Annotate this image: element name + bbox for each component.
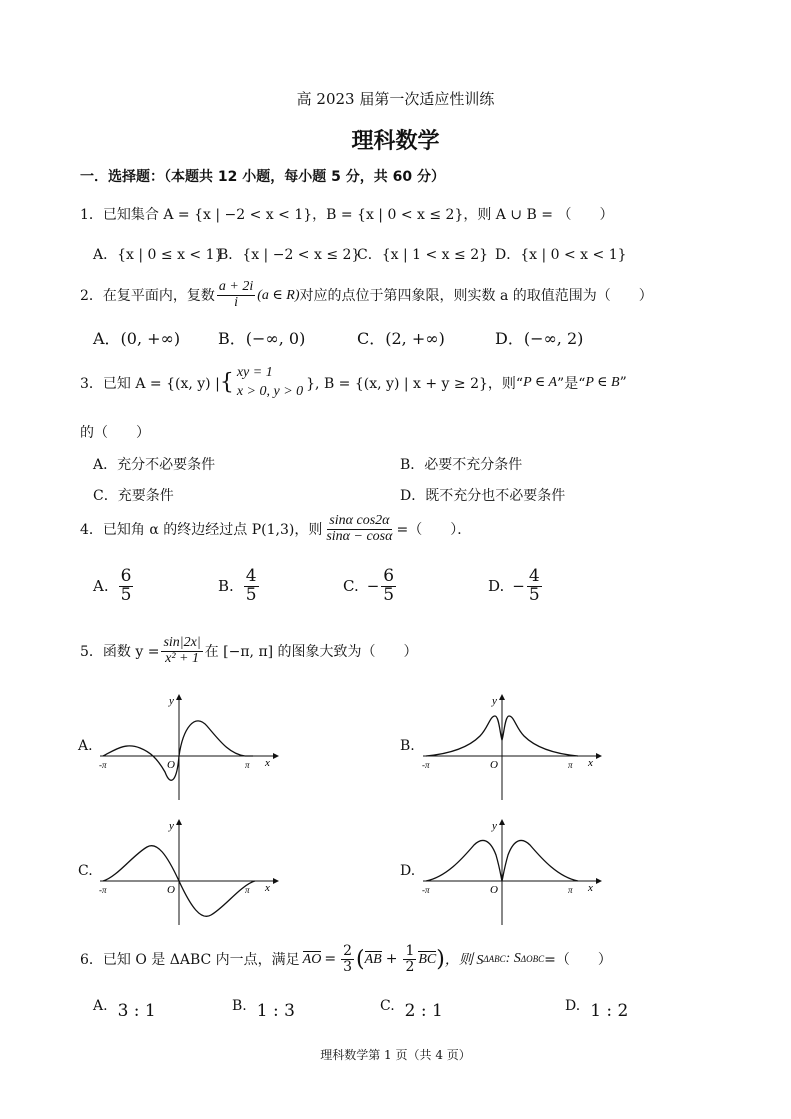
q3-system-line2: x > 0, y > 0 bbox=[236, 383, 304, 399]
graph-a-y-label: y bbox=[169, 695, 174, 707]
q2-option-c: C．(2, +∞) bbox=[357, 329, 445, 348]
q3-option-d: D．既不充分也不必要条件 bbox=[400, 488, 566, 504]
q2-option-a: A．(0, +∞) bbox=[93, 329, 181, 348]
q6-sub2: ΔOBC bbox=[520, 954, 545, 965]
q4-pre: 4．已知角 α 的终边经过点 P(1,3)，则 bbox=[80, 522, 323, 539]
q6-option-b-value: 1 : 3 bbox=[256, 1001, 295, 1021]
graph-c-origin: O bbox=[167, 884, 175, 896]
q5-post: 在 [−π, π] 的图象大致为（ ） bbox=[204, 644, 418, 661]
q2-pre: 2．在复平面内，复数 bbox=[80, 288, 215, 305]
question-5-stem bbox=[80, 636, 418, 666]
graph-c-x-label: x bbox=[265, 882, 270, 894]
q3-system-brace: { bbox=[219, 370, 234, 396]
q4-option-c-frac bbox=[381, 568, 396, 605]
q3-option-c: C．充要条件 bbox=[93, 488, 174, 504]
q4-option-b-num: 4 bbox=[245, 566, 257, 586]
graph-b-y-label: y bbox=[492, 695, 497, 707]
graph-d-neg-pi: -π bbox=[422, 885, 430, 895]
q5-fraction bbox=[161, 636, 202, 666]
q1-option-c: C．{x | 1 < x ≤ 2} bbox=[357, 247, 489, 263]
q4-fraction bbox=[324, 514, 394, 544]
q3-cond1: P ∈ A bbox=[523, 375, 558, 391]
q6-pre: 6．已知 O 是 ΔABC 内一点，满足 bbox=[80, 952, 300, 969]
q6-inner-num: 1 bbox=[405, 943, 415, 959]
q4-option-c-sign: − bbox=[366, 577, 380, 596]
q6-sub1: ΔABC bbox=[483, 954, 506, 965]
q6-frac-den: 3 bbox=[343, 958, 352, 975]
q4-option-b bbox=[218, 568, 261, 605]
question-6-stem bbox=[80, 944, 612, 974]
q3-cond2: P ∈ B bbox=[585, 375, 620, 391]
q6-vec-ao: AO bbox=[302, 951, 322, 967]
q6-option-d bbox=[565, 998, 628, 1021]
question-1-stem: 1．已知集合 A = {x | −2 < x < 1}，B = {x | 0 < x ≤ 2}，则 A ∪ B = （ ） bbox=[80, 207, 614, 223]
q6-option-c bbox=[380, 998, 443, 1021]
graph-b bbox=[418, 690, 608, 809]
graph-b-neg-pi: -π bbox=[422, 760, 430, 770]
q5-frac-den: x² + 1 bbox=[165, 650, 199, 666]
q6-option-a-value: 3 : 1 bbox=[117, 1001, 156, 1021]
q6-equals: = bbox=[324, 951, 337, 968]
q3-continuation: 的（ ） bbox=[80, 425, 150, 441]
q3-mid: }, B = {(x, y) | x + y ≥ 2}，则“ bbox=[306, 375, 524, 392]
q6-inner-frac bbox=[403, 944, 416, 974]
question-2-stem bbox=[80, 280, 653, 310]
q4-option-c-num: 6 bbox=[383, 566, 395, 586]
q1-option-b: B．{x | −2 < x ≤ 2} bbox=[218, 247, 361, 263]
q6-close-paren: ) bbox=[436, 946, 445, 972]
q4-option-c bbox=[343, 568, 398, 605]
q4-option-d-frac bbox=[527, 568, 542, 605]
graph-a-origin: O bbox=[167, 759, 175, 771]
graph-c-pos-pi: π bbox=[245, 885, 250, 895]
q6-open-paren: ( bbox=[356, 946, 365, 972]
q5-pre: 5．函数 y = bbox=[80, 644, 160, 661]
q2-option-b: B．(−∞, 0) bbox=[218, 329, 306, 348]
q2-option-d: D．(−∞, 2) bbox=[495, 329, 584, 348]
q2-post: 对应的点位于第四象限，则实数 a 的取值范围为（ ） bbox=[299, 288, 653, 305]
q4-option-c-label: C. bbox=[343, 577, 359, 596]
q6-colon: : S bbox=[505, 951, 521, 967]
q3-mid2: ”是“ bbox=[557, 375, 586, 392]
graph-a-neg-pi: -π bbox=[99, 760, 107, 770]
q6-post: ，则 S bbox=[444, 953, 484, 969]
q6-option-d-label: D. bbox=[565, 998, 581, 1014]
q6-end: =（ ） bbox=[544, 952, 612, 969]
graph-c-y-label: y bbox=[169, 820, 174, 832]
subject-title: 理科数学 bbox=[351, 128, 440, 154]
page-footer: 理科数学第 1 页（共 4 页） bbox=[320, 1048, 471, 1062]
q5-frac-num: sin|2x| bbox=[163, 635, 201, 650]
graph-b-origin: O bbox=[490, 759, 498, 771]
q6-option-a bbox=[93, 998, 156, 1021]
q4-option-a bbox=[93, 568, 135, 605]
q6-vec-bc: BC bbox=[418, 951, 437, 967]
q6-option-b-label: B. bbox=[232, 998, 247, 1014]
q4-option-b-frac bbox=[244, 568, 259, 605]
q1-option-a: A．{x | 0 ≤ x < 1} bbox=[93, 247, 224, 263]
graph-a-label: A. bbox=[78, 738, 93, 754]
q3-system-line1: xy = 1 bbox=[236, 365, 273, 380]
q4-option-b-label: B. bbox=[218, 577, 234, 596]
q6-option-c-label: C. bbox=[380, 998, 395, 1014]
graph-b-label: B. bbox=[400, 738, 415, 754]
graph-d bbox=[418, 815, 608, 934]
q4-frac-den: sinα − cosα bbox=[326, 528, 393, 544]
q6-option-d-value: 1 : 2 bbox=[590, 1001, 629, 1021]
q2-condition: (a ∈ R) bbox=[257, 287, 300, 303]
q4-frac-num: sinα cos2α bbox=[329, 513, 390, 528]
q2-fraction bbox=[217, 280, 255, 310]
graph-a-pos-pi: π bbox=[245, 760, 250, 770]
q4-option-d-label: D. bbox=[488, 577, 505, 596]
graph-b-pos-pi: π bbox=[568, 760, 573, 770]
q4-option-d-den: 5 bbox=[528, 584, 540, 605]
q4-option-d-num: 4 bbox=[528, 566, 540, 586]
graph-d-x-label: x bbox=[588, 882, 593, 894]
q4-option-a-num: 6 bbox=[120, 566, 132, 586]
q6-option-a-label: A. bbox=[93, 998, 108, 1014]
q4-option-d bbox=[488, 568, 544, 605]
q3-pre: 3．已知 A = {(x, y) | bbox=[80, 375, 220, 392]
q3-option-a: A．充分不必要条件 bbox=[93, 457, 216, 473]
q3-end: ” bbox=[619, 374, 627, 391]
q4-option-a-frac bbox=[119, 568, 134, 605]
graph-d-pos-pi: π bbox=[568, 885, 573, 895]
q2-frac-den: i bbox=[234, 294, 239, 310]
q4-option-a-label: A. bbox=[93, 577, 109, 596]
graph-c-neg-pi: -π bbox=[99, 885, 107, 895]
graph-a bbox=[95, 690, 285, 809]
q4-option-a-den: 5 bbox=[120, 584, 132, 605]
q3-system bbox=[237, 364, 303, 402]
question-4-stem bbox=[80, 514, 471, 544]
graph-d-label: D. bbox=[400, 863, 416, 879]
q6-vec-ab: AB bbox=[364, 951, 382, 967]
question-3-stem bbox=[80, 364, 627, 402]
q6-plus: + bbox=[385, 951, 398, 968]
graph-c-label: C. bbox=[78, 863, 93, 879]
q6-inner-den: 2 bbox=[405, 958, 415, 975]
q4-option-b-den: 5 bbox=[245, 584, 257, 605]
graph-d-origin: O bbox=[490, 884, 498, 896]
q2-frac-num: a + 2i bbox=[218, 279, 254, 294]
q4-post: =（ ）． bbox=[396, 522, 472, 539]
graph-d-y-label: y bbox=[492, 820, 497, 832]
q4-option-c-den: 5 bbox=[383, 584, 395, 605]
graph-b-x-label: x bbox=[588, 757, 593, 769]
q6-option-c-value: 2 : 1 bbox=[404, 1001, 443, 1021]
q6-option-b bbox=[232, 998, 295, 1021]
q4-option-d-sign: − bbox=[512, 577, 525, 596]
q6-frac bbox=[341, 944, 354, 974]
exam-header: 高 2023 届第一次适应性训练 bbox=[296, 90, 495, 108]
q6-frac-num: 2 bbox=[343, 943, 352, 959]
graph-a-x-label: x bbox=[265, 757, 270, 769]
q1-option-d: D．{x | 0 < x < 1} bbox=[495, 247, 627, 263]
graph-c bbox=[95, 815, 285, 934]
section-heading: 一．选择题：（本题共 12 小题，每小题 5 分，共 60 分） bbox=[80, 169, 445, 185]
q3-option-b: B．必要不充分条件 bbox=[400, 457, 523, 473]
